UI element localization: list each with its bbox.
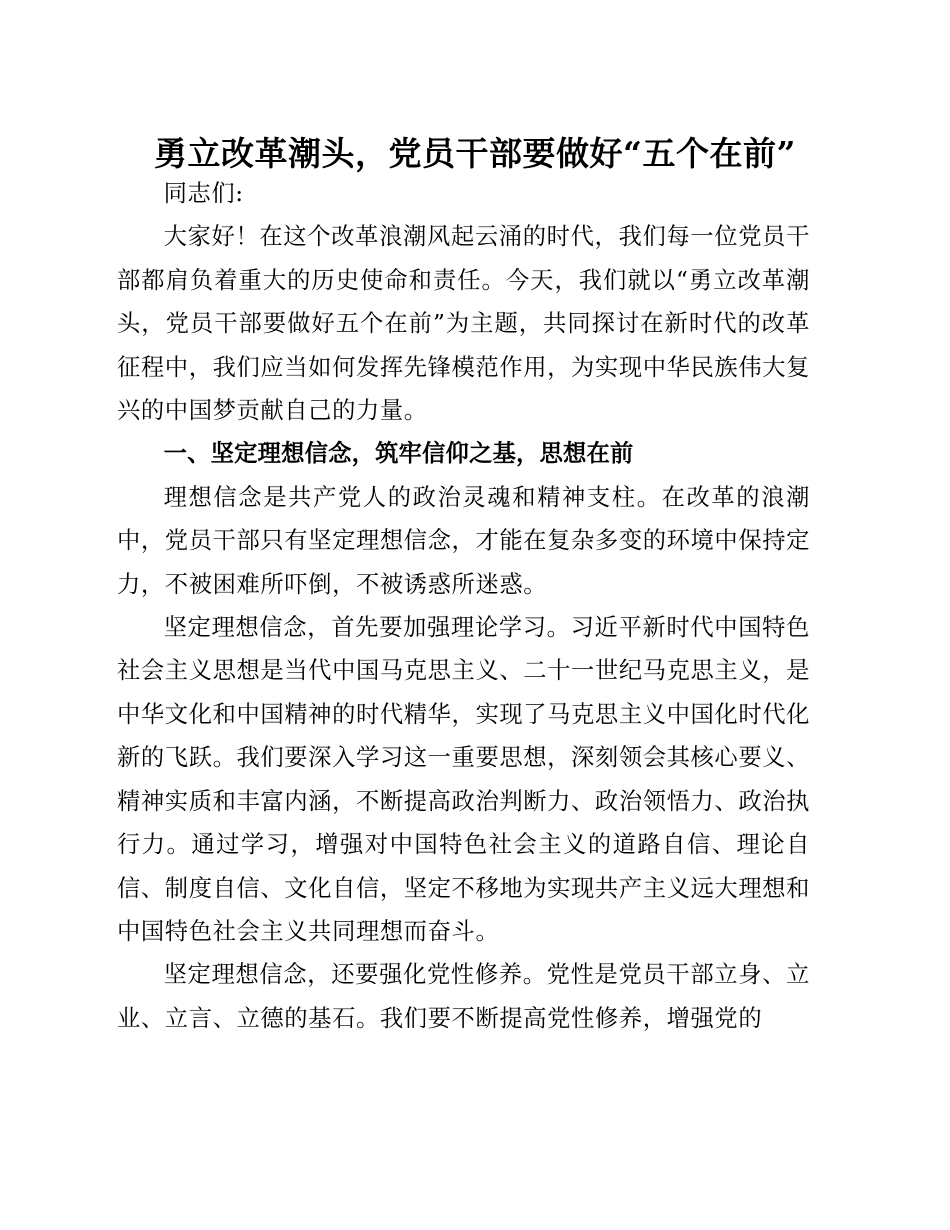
salutation: 同志们: bbox=[163, 180, 244, 207]
paragraph: 坚定理想信念，首先要加强理论学习。习近平新时代中国特色社会主义思想是当代中国马克思主义、二十一世纪马克思主义，是中华文化和中国精神的时代精华，实现了马克思主义中国化时代化新的飞跃。我们要深入学习这一重要思想，深刻领会其核心要义、精神实质和丰富内涵，不断提高政治判断力、政治领悟力、政治执行力。通过学习，增强对中国特色社会主义的道路自信、理论自信、制度自信、文化自信，坚定不移地为实现共产主义远大理想和中国特色社会主义共同理想而奋斗。 bbox=[117, 614, 811, 945]
document-body bbox=[117, 172, 810, 1040]
paragraph: 理想信念是共产党人的政治灵魂和精神支柱。在改革的浪潮中，党员干部只有坚定理想信念，才能在复杂多变的环境中保持定力，不被困难所吓倒，不被诱惑所迷惑。 bbox=[117, 483, 811, 598]
document-title: 勇立改革潮头，党员干部要做好“五个在前” bbox=[154, 134, 796, 173]
paragraph: 大家好！在这个改革浪潮风起云涌的时代，我们每一位党员干部都肩负着重大的历史使命和责任。今天，我们就以“勇立改革潮头，党员干部要做好五个在前”为主题，共同探讨在新时代的改革征程中，我们应当如何发挥先锋模范作用，为实现中华民族伟大复兴的中国梦贡献自己的力量。 bbox=[117, 223, 811, 425]
section-heading: 一、坚定理想信念，筑牢信仰之基，思想在前 bbox=[163, 440, 634, 468]
paragraph: 坚定理想信念，还要强化党性修养。党性是党员干部立身、立业、立言、立德的基石。我们要不断提高党性修养，增强党的 bbox=[117, 961, 810, 1032]
